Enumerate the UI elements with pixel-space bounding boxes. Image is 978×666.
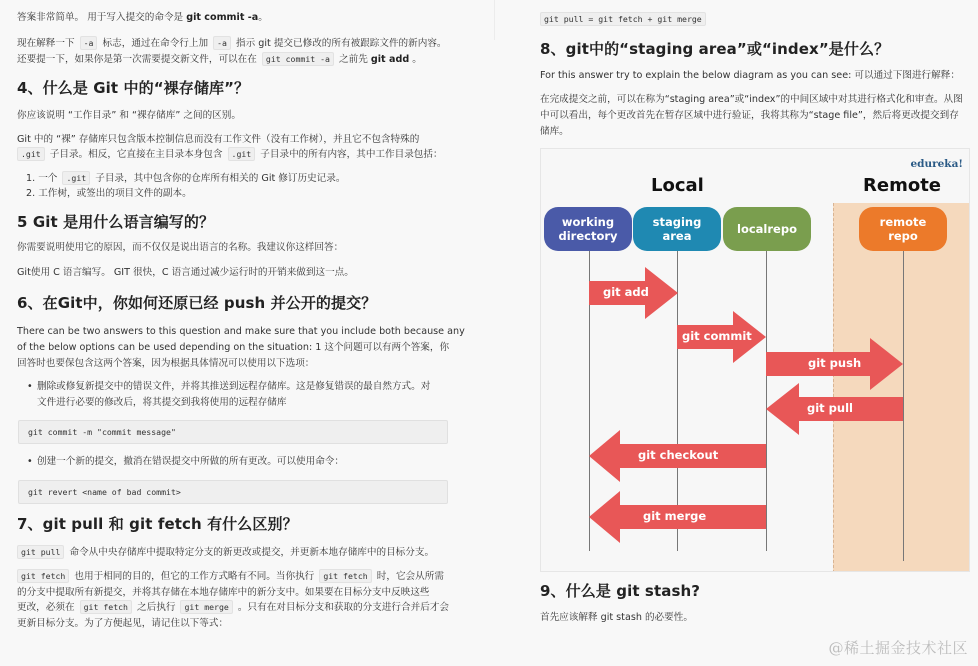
inline-code: -a xyxy=(213,36,231,50)
heading-q6: 6、在Git中，你如何还原已经 push 并公开的提交？ xyxy=(17,294,377,312)
q6-paragraph-line1: There can be two answers to this question and make sure that you include both because any xyxy=(17,326,465,337)
code-block-commit: git commit -m "commit message" xyxy=(18,420,448,444)
intro-paragraph: 答案非常简单。 用于写入提交的命令是 git commit -a。 xyxy=(17,12,268,23)
inline-bold-command: git commit -a xyxy=(186,12,259,23)
inline-code: git merge xyxy=(180,600,232,614)
arrow-git-checkout: git checkout xyxy=(589,430,767,482)
explain-paragraph-line2: 还要提一下，如果你是第一次需要提交新文件，可以在在 git commit -a 之前先 git add 。 xyxy=(17,54,422,65)
q8-paragraph-2-line2: 中可以看出，每个更改首先在暂存区域中进行验证，我将其称为“stage file”，然后将更改提交到存 xyxy=(540,110,959,121)
column-divider xyxy=(494,0,495,40)
node-working-directory: working directory xyxy=(544,207,632,251)
arrow-git-commit: git commit xyxy=(677,311,767,363)
heading-q9: 9、什么是 git stash? xyxy=(540,582,701,600)
q4-paragraph-2-line2: .git 子目录。相反，它直接在主目录本身包含 .git 子目录中的所有内容，其中工作目录包括： xyxy=(17,147,443,163)
q4-list-item-2: 2. 工作树，或签出的项目文件的副本。 xyxy=(26,188,192,199)
arrow-git-add: git add xyxy=(589,267,679,319)
inline-code: -a xyxy=(80,36,98,50)
q6-paragraph-line2: of the below options can be used depending on the situation: 1 这个问题可以有两个答案，你 xyxy=(17,342,450,353)
q6-bullet-1-line2: 文件进行必要的修改后，将其提交到我将使用的远程存储库 xyxy=(37,397,287,408)
site-watermark: @稀土掘金技术社区 xyxy=(828,639,968,657)
local-title: Local xyxy=(651,175,704,196)
q7-paragraph-1: git pull 命令从中央存储库中提取特定分支的新更改或提交，并更新本地存储库中的目标分支。 xyxy=(17,545,434,561)
q4-paragraph-1: 你应该说明 “工作目录” 和 “裸存储库” 之间的区别。 xyxy=(17,110,241,121)
node-localrepo: localrepo xyxy=(723,207,811,251)
inline-code: .git xyxy=(228,147,256,161)
git-workflow-diagram xyxy=(540,148,970,572)
q6-paragraph-line3: 回答时也要保包含这两个答案，因为根据具体情况可以使用以下选项： xyxy=(17,358,315,369)
inline-code: git pull xyxy=(17,545,64,559)
inline-code: .git xyxy=(17,147,45,161)
code-block-revert: git revert <name of bad commit> xyxy=(18,480,448,504)
q8-paragraph-1: For this answer try to explain the below diagram as you can see: 可以通过下图进行解释： xyxy=(540,70,960,81)
q6-bullet-2: 创建一个新的提交，撤消在错误提交中所做的所有更改。可以使用命令： xyxy=(37,456,344,467)
heading-q5: 5 Git 是用什么语言编写的？ xyxy=(17,213,215,231)
arrow-git-merge: git merge xyxy=(589,491,767,543)
q4-paragraph-2-line1: Git 中的 “裸” 存储库只包含版本控制信息而没有工作文件（没有工作树），并且它不包含特殊的 xyxy=(17,134,420,145)
arrow-git-pull: git pull xyxy=(766,383,904,435)
heading-q4: 4、什么是 Git 中的“裸存储库”？ xyxy=(17,79,250,97)
q5-paragraph-1: 你需要说明使用它的原因，而不仅仅是说出语言的名称。我建议你这样回答： xyxy=(17,242,344,253)
q5-paragraph-2: Git使用 C 语言编写。 GIT 很快，C 语言通过减少运行时的开销来做到这一点。 xyxy=(17,267,354,278)
q7-paragraph-2-line1: git fetch 也用于相同的目的，但它的工作方式略有不同。当你执行 git fetch 时，它会从所需 xyxy=(17,569,444,585)
inline-code: git fetch xyxy=(80,600,132,614)
equation-line xyxy=(540,12,708,28)
node-remote-repo: remote repo xyxy=(859,207,947,251)
edureka-logo: edureka! xyxy=(910,158,963,170)
bullet-dot: • xyxy=(27,381,33,392)
q8-paragraph-2-line3: 储库。 xyxy=(540,126,569,137)
remote-title: Remote xyxy=(863,175,942,196)
inline-code: git fetch xyxy=(17,569,69,583)
inline-code-equation: git pull = git fetch + git merge xyxy=(540,12,706,26)
explain-paragraph-line1: 现在解释一下 -a 标志，通过在命令行上加 -a 指示 git 提交已修改的所有被跟踪文件的新内容。 xyxy=(17,38,447,49)
q4-list-item-1: 1. 一个 .git 子目录，其中包含你的仓库所有相关的 Git 修订历史记录。 xyxy=(26,173,346,184)
q8-paragraph-2-line1: 在完成提交之前，可以在称为“staging area”或“index”的中间区域中对其进行格式化和审查。从图 xyxy=(540,94,963,105)
q6-bullet-1-line1: 删除或修复新提交中的错误文件，并将其推送到远程存储库。这是修复错误的最自然方式。对 xyxy=(37,381,431,392)
heading-q7: 7、git pull 和 git fetch 有什么区别？ xyxy=(17,515,298,533)
inline-code: git fetch xyxy=(319,569,371,583)
heading-q8: 8、git中的“staging area”或“index”是什么？ xyxy=(540,40,890,58)
q7-paragraph-2-line3: 更改，必须在 git fetch 之后执行 git merge 。只有在对目标分支和获取的分支进行合并后才会 xyxy=(17,602,449,613)
q9-paragraph: 首先应该解释 git stash 的必要性。 xyxy=(540,612,693,623)
q7-paragraph-2-line2: 的分支中提取所有新提交，并将其存储在本地存储库中的新分支中。如果要在目标分支中反映这些 xyxy=(17,587,430,598)
bullet-dot: • xyxy=(27,456,33,467)
inline-code: git commit -a xyxy=(262,52,334,66)
q7-paragraph-2-line4: 更新目标分支。为了方便起见，请记住以下等式： xyxy=(17,618,229,629)
inline-code: .git xyxy=(62,171,90,185)
node-staging-area: staging area xyxy=(633,207,721,251)
arrow-git-push: git push xyxy=(766,338,904,390)
